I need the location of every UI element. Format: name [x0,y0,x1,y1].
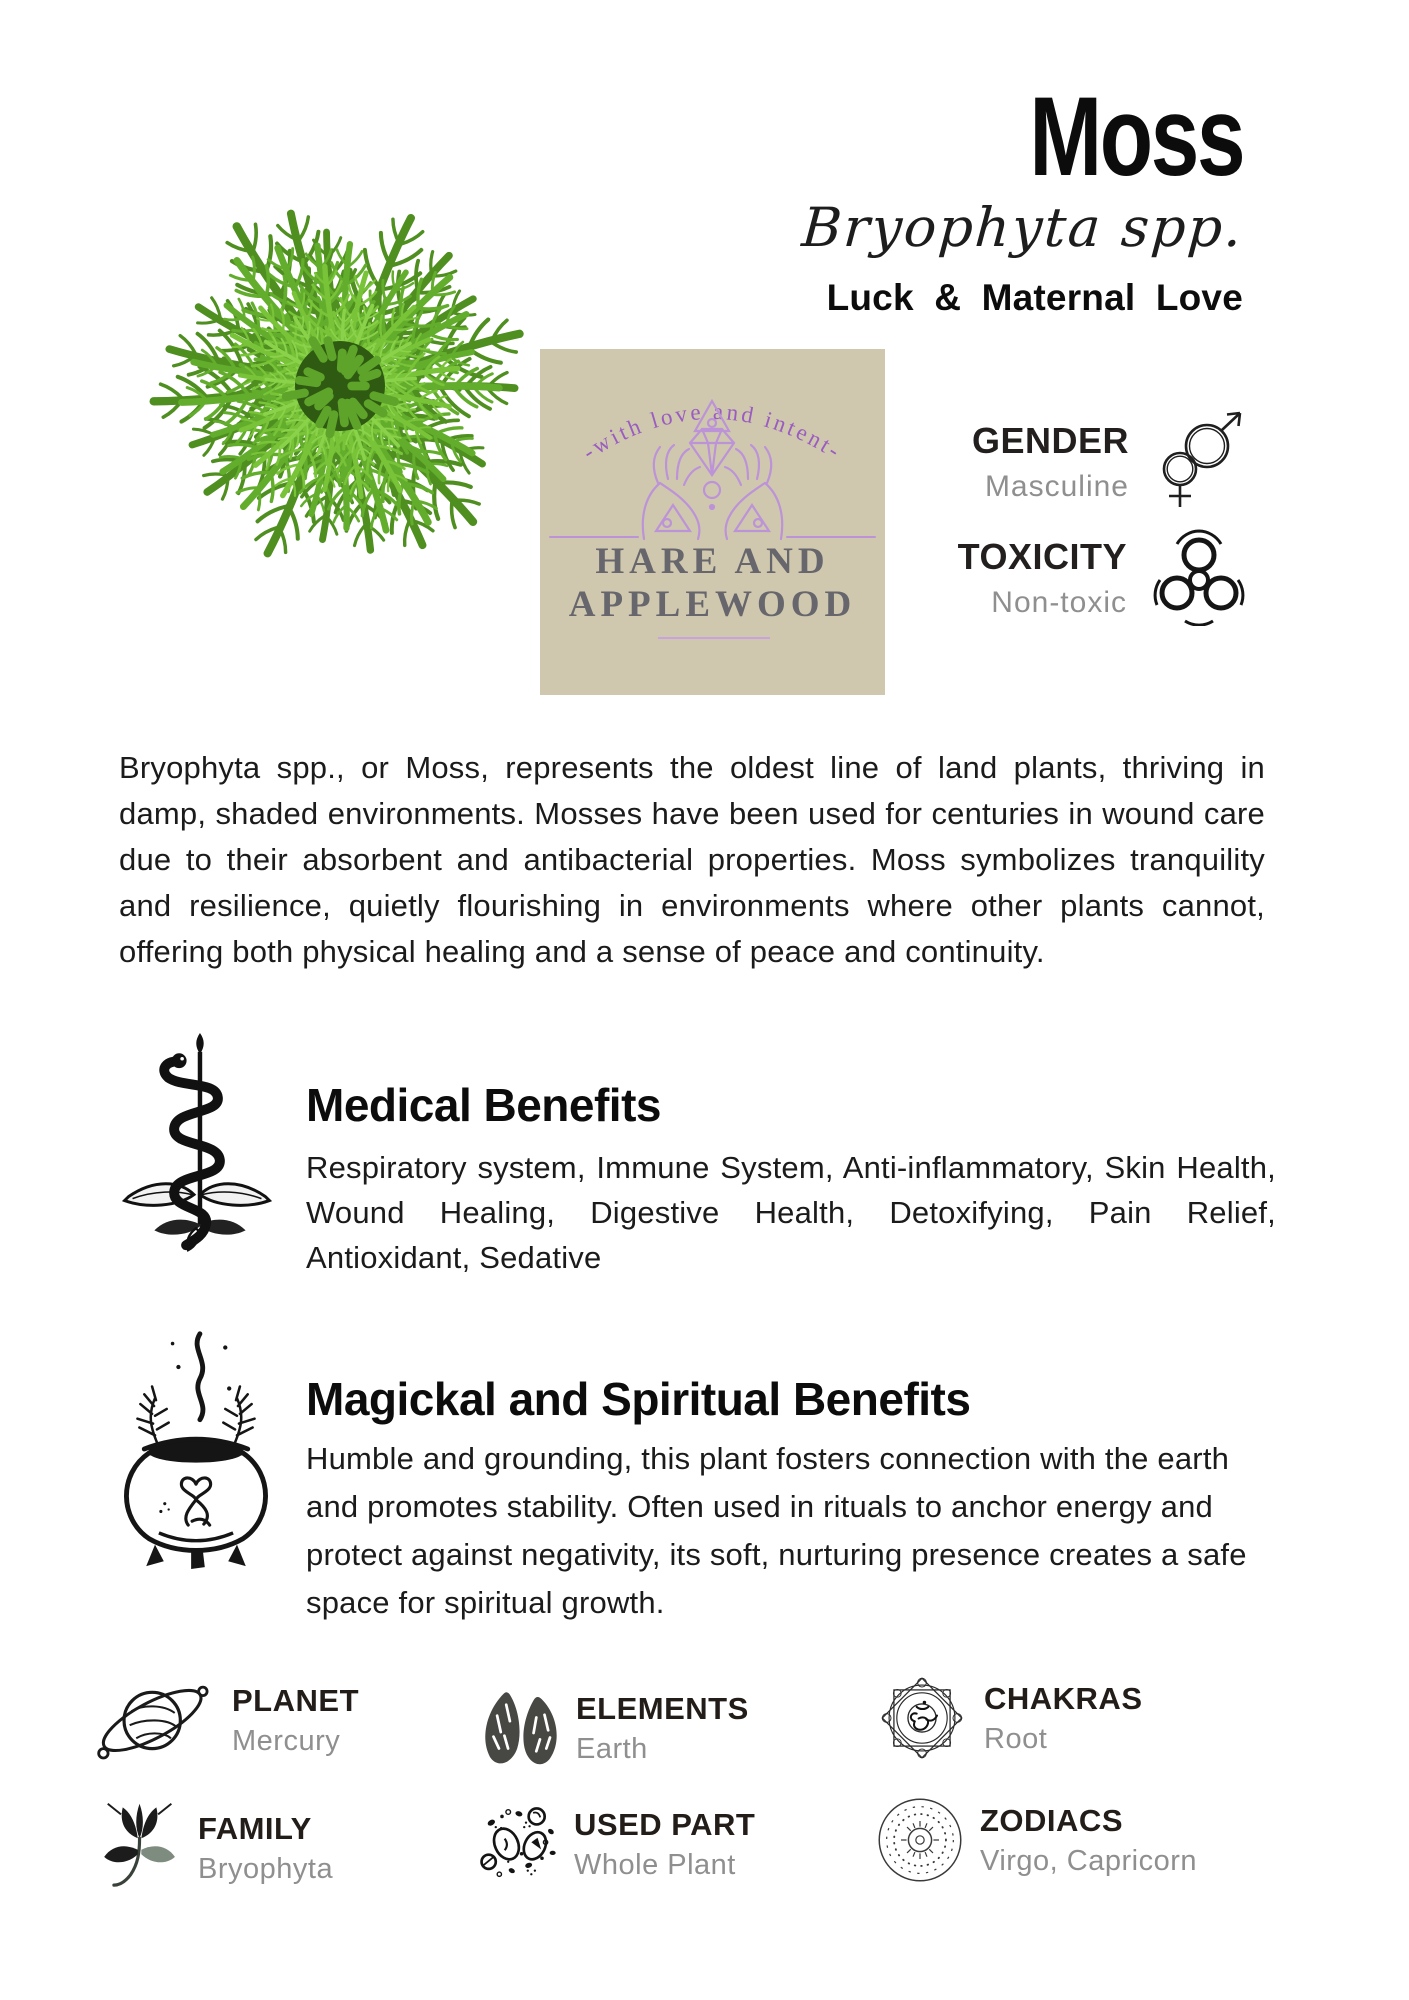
intro-paragraph: Bryophyta spp., or Moss, represents the oldest line of land plants, thriving in damp, shaded environments. Mosses have been used for centuries in wound care due to their absorbent and antibacterial properties. Moss symbolizes tranquility and resilience, quietly flourishing in environments where other plants cannot, offering both physical healing and a sense of peace and continuity. [119,750,1265,969]
page-title: Moss [1029,74,1243,199]
medical-benefits-title: Medical Benefits [306,1079,661,1132]
property-value: Virgo, Capricorn [980,1844,1198,1877]
flower-icon [98,1796,182,1900]
property-value: Root [984,1722,1048,1755]
planet-icon [94,1666,216,1774]
male-female-icon [1151,408,1246,515]
magickal-benefits-body: Humble and grounding, this plant fosters connection with the earth and promotes stability. Often used in rituals to anchor energy and protect against negativity, its soft, nurturing presence creates a safe space for spiritual growth. [306,1441,1247,1620]
medical-benefits-body: Respiratory system, Immune System, Anti-inflammatory, Skin Health, Wound Healing, Digestive Health, Detoxifying, Pain Relief, Antioxidant, Sedative [306,1150,1276,1275]
toxicity-label: TOXICITY [957,535,1127,577]
brand-name-line2: APPLEWOOD [568,584,857,625]
header [799,74,1246,319]
property-value: Whole Plant [574,1848,736,1881]
property-label: FAMILY [198,1810,312,1846]
gender-attribute [972,408,1246,515]
seeds-icon [478,1804,558,1884]
toxicity-value: Non-toxic [991,585,1127,619]
brand-tagline: -with love and intent- [577,398,847,465]
biohazard-icon [1149,524,1249,631]
property-value: Bryophyta [198,1852,334,1885]
property-value: Mercury [232,1724,341,1757]
property-chakras [876,1662,1143,1774]
property-label: USED PART [574,1806,756,1842]
hands-and-gem-icon [540,349,885,541]
property-elements [478,1672,749,1784]
property-planet [94,1664,359,1776]
gender-value: Masculine [984,469,1129,503]
toxicity-attribute [958,524,1249,631]
keywords: Luck & Maternal Love [826,277,1243,319]
magickal-benefits-title: Magickal and Spiritual Benefits [306,1373,971,1426]
moss-illustration [132,208,548,564]
property-label: ELEMENTS [576,1690,749,1726]
property-family [98,1792,333,1904]
property-zodiacs [876,1784,1197,1896]
latin-name: Bryophyta spp. [799,196,1246,260]
property-label: ZODIACS [980,1802,1123,1838]
leaves-icon [478,1684,560,1772]
property-value: Earth [576,1732,648,1765]
cauldron-icon [98,1326,294,1570]
brand-underline [658,637,770,639]
property-used-part [478,1788,755,1900]
brand-logo [540,349,885,695]
gender-label: GENDER [971,419,1129,461]
zodiac-wheel-icon [876,1796,964,1884]
chakra-mandala-icon [876,1672,968,1764]
rod-of-asclepius-icon [112,1030,282,1268]
brand-name-line1: HARE AND [595,541,830,582]
property-label: CHAKRAS [984,1680,1143,1716]
property-label: PLANET [232,1682,359,1718]
